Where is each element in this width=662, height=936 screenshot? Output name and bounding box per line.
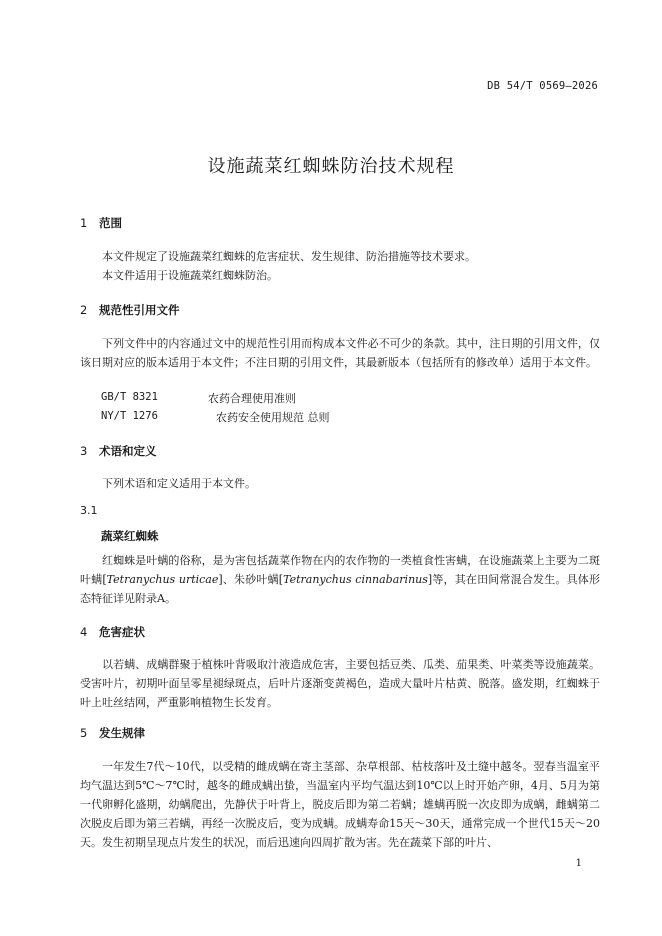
latin-name: Tetranychus urticae [106,573,219,586]
definition-text: ]等，其在田间常混合发生。具体形态特征详见附录A。 [80,573,600,605]
section-3-para-1: 下列术语和定义适用于本文件。 [102,477,256,490]
section-4-para-1: 以若螨、成螨群聚于植株叶背吸取汁液造成危害，主要包括豆类、瓜类、茄果类、叶菜类等设施蔬菜。受害叶片，初期叶面呈零星褪绿斑点，后叶片逐渐变黄褐色，造成大量叶片枯黄、脱落。盛发期，红蜘蛛于叶上吐丝结网，严重影响植物生长发育。 [80,658,600,709]
term-name: 蔬菜红蜘蛛 [101,529,159,543]
section-title: 危害症状 [99,625,145,639]
section-number: 3 [80,444,88,458]
section-number: 5 [80,726,88,740]
reference-code [101,390,158,403]
section-1-para-1: 本文件规定了设施蔬菜红蜘蛛的危害症状、发生规律、防治措施等技术要求。 [102,250,476,263]
latin-name: Tetranychus cinnabarinus [283,573,428,586]
subsection-number: 3.1 [80,504,98,517]
section-title: 规范性引用文件 [99,303,180,317]
page-number: 1 [575,858,582,869]
section-2-heading [80,302,180,318]
document-title: 设施蔬菜红蜘蛛防治技术规程 [207,156,455,177]
section-title: 范围 [99,216,122,230]
reference-code-text: GB/T 8321 [101,391,158,403]
section-2-para-1: 下列文件中的内容通过文中的规范性引用而构成本文件必不可少的条款。其中，注日期的引用文件，仅该日期对应的版本适用于本文件；不注日期的引用文件，其最新版本（包括所有的修改单）适用于本文件。 [80,337,600,369]
section-1-heading [80,215,122,231]
reference-code [101,409,158,422]
section-number: 4 [80,625,88,639]
section-5-heading [80,725,145,741]
section-number: 1 [80,216,88,230]
definition-text: 红蜘蛛是叶螨的俗称，是为害包括蔬菜作物在内的农作物的一类植食性害螨，在设施蔬菜上主要为二斑叶螨[ [80,554,600,586]
section-number: 2 [80,303,88,317]
section-3-heading [80,443,157,459]
reference-name: 农药安全使用规范 总则 [216,411,330,424]
reference-name: 农药合理使用准则 [208,392,296,405]
term-definition [80,551,600,608]
section-4-heading [80,624,145,640]
section-5-para-1: 一年发生7代～10代，以受精的雌成螨在寄主茎部、杂草根部、枯枝落叶及土缝中越冬。翌春当温室平均气温达到5℃～7℃时，越冬的雌成螨出蛰，当温室内平均气温达到10℃以上时开始产卵，4月、5月为第一代卵孵化盛期，幼螨爬出，先静伏于叶背上，脱皮后即为第二若螨；雄螨再脱一次皮即为成螨，雌螨第二次脱皮后即为第三若螨，再经一次脱皮后，变为成螨。成螨寿命15天～30天，通常完成一个世代15天～20天。发生初期呈现点片发生的状况，而后迅速向四周扩散为害。先在蔬菜下部的叶片、 [80,760,600,849]
definition-text: ]、朱砂叶螨[ [218,573,284,586]
section-1-para-2: 本文件适用于设施蔬菜红蜘蛛防治。 [102,269,278,282]
section-title: 发生规律 [99,726,145,740]
reference-code-text: NY/T 1276 [101,410,158,422]
section-title: 术语和定义 [99,444,157,458]
standard-code: DB 54/T 0569—2026 [487,80,598,92]
